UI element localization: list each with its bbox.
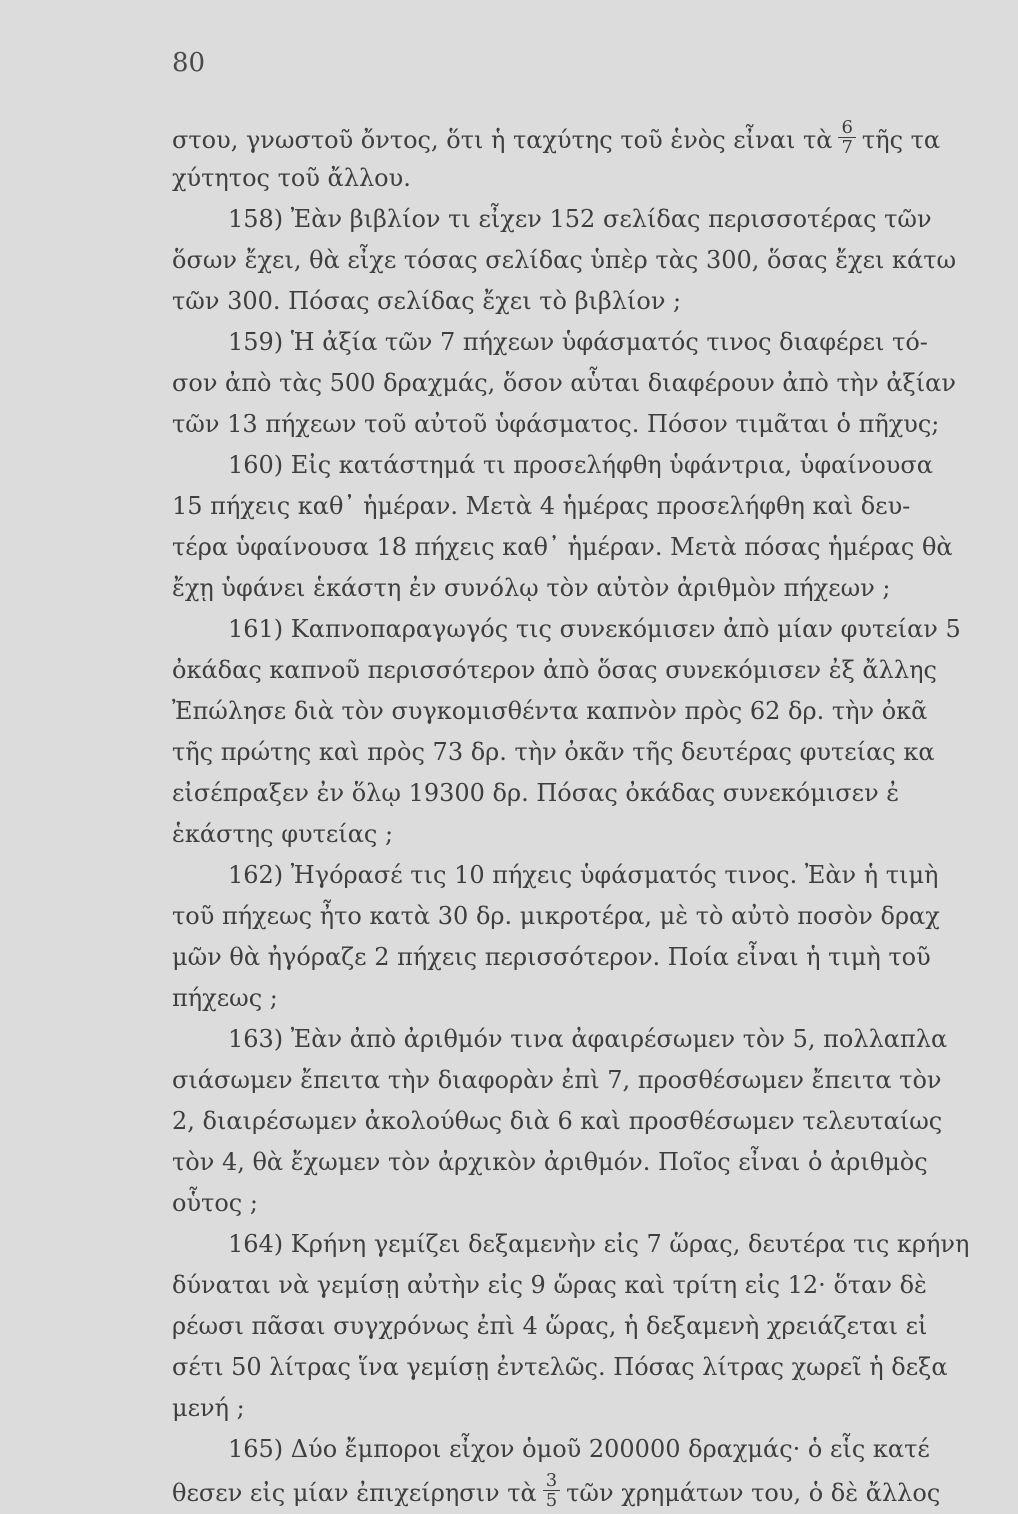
fraction-numerator: 6 <box>841 117 853 138</box>
text-line: χύτητος τοῦ ἄλλου. <box>172 164 411 192</box>
text-line: ὅσων ἔχει, θὰ εἶχε τόσας σελίδας ὑπὲρ τὰς 300, ὅσας ἔχει κάτω <box>172 246 957 274</box>
text-line <box>172 117 1018 161</box>
text-span: θεσεν εἰς μίαν ἐπιχείρησιν τὰ <box>172 1479 537 1507</box>
text-line: τέρα ὑφαίνουσα 18 πήχεις καθ᾽ ἡμέραν. Μετὰ πόσας ἡμέρας θὰ <box>172 533 953 561</box>
text-line: μενή ; <box>172 1394 245 1422</box>
text-line <box>172 1470 1018 1511</box>
fraction-denominator: 7 <box>838 137 855 157</box>
text-line: τοῦ πήχεως ἦτο κατὰ 30 δρ. μικροτέρα, μὲ τὸ αὐτὸ ποσὸν δραχ <box>172 902 940 930</box>
text-line: τῆς πρώτης καὶ πρὸς 73 δρ. τὴν ὀκᾶν τῆς δευτέρας φυτείας κα <box>172 738 935 766</box>
text-line: σον ἀπὸ τὰς 500 δραχμάς, ὅσον αὗται διαφέρουν ἀπὸ τὴν ἀξίαν <box>172 369 956 397</box>
problem-160-line: 160) Εἰς κατάστημά τι προσελήφθη ὑφάντρια, ὑφαίνουσα <box>228 451 933 479</box>
fraction-denominator: 5 <box>543 1490 560 1510</box>
text-line: εἰσέπραξεν ἐν ὅλῳ 19300 δρ. Πόσας ὀκάδας συνεκόμισεν ἐ <box>172 779 900 807</box>
text-line: τῶν 300. Πόσας σελίδας ἔχει τὸ βιβλίον ; <box>172 287 682 315</box>
text-line: τῶν 13 πήχεων τοῦ αὐτοῦ ὑφάσματος. Πόσον τιμᾶται ὁ πῆχυς; <box>172 410 940 438</box>
text-line: σέτι 50 λίτρας ἵνα γεμίσῃ ἐντελῶς. Πόσας λίτρας χωρεῖ ἡ δεξα <box>172 1353 948 1381</box>
text-line: ρέωσι πᾶσαι συγχρόνως ἐπὶ 4 ὥρας, ἡ δεξαμενὴ χρειάζεται εἰ <box>172 1312 928 1340</box>
problem-163-line: 163) Ἐὰν ἀπὸ ἀριθμόν τινα ἀφαιρέσωμεν τὸν 5, πολλαπλα <box>228 1025 948 1053</box>
text-line: ἔχῃ ὑφάνει ἑκάστη ἐν συνόλῳ τὸν αὐτὸν ἀριθμὸν πήχεων ; <box>172 574 891 602</box>
text-line: πήχεως ; <box>172 984 278 1012</box>
problem-158-line: 158) Ἐὰν βιβλίον τι εἶχεν 152 σελίδας περισσοτέρας τῶν <box>228 205 932 233</box>
text-line: μῶν θὰ ἠγόραζε 2 πήχεις περισσότερον. Ποία εἶναι ἡ τιμὴ τοῦ <box>172 943 931 971</box>
text-line: δύναται νὰ γεμίσῃ αὐτὴν εἰς 9 ὥρας καὶ τρίτη εἰς 12· ὅταν δὲ <box>172 1271 927 1299</box>
fraction <box>543 1471 560 1510</box>
problem-159-line: 159) Ἡ ἀξία τῶν 7 πήχεων ὑφάσματός τινος διαφέρει τό- <box>228 328 928 356</box>
text-span: τῆς τα <box>861 126 941 154</box>
fraction <box>838 118 855 157</box>
problem-161-line: 161) Καπνοπαραγωγός τις συνεκόμισεν ἀπὸ μίαν φυτείαν 5 <box>228 615 961 643</box>
text-line: σιάσωμεν ἔπειτα τὴν διαφορὰν ἐπὶ 7, προσθέσωμεν ἔπειτα τὸν <box>172 1066 942 1094</box>
text-line: ὀκάδας καπνοῦ περισσότερον ἀπὸ ὅσας συνεκόμισεν ἐξ ἄλλης <box>172 656 937 684</box>
problem-164-line: 164) Κρήνη γεμίζει δεξαμενὴν εἰς 7 ὥρας, δευτέρα τις κρήνη <box>228 1230 970 1258</box>
text-line: 15 πήχεις καθ᾽ ἡμέραν. Μετὰ 4 ἡμέρας προσελήφθη καὶ δευ- <box>172 492 911 520</box>
problem-162-line: 162) Ἠγόρασέ τις 10 πήχεις ὑφάσματός τινος. Ἐὰν ἡ τιμὴ <box>228 861 939 889</box>
text-line: τὸν 4, θὰ ἔχωμεν τὸν ἀρχικὸν ἀριθμόν. Ποῖος εἶναι ὁ ἀριθμὸς <box>172 1148 928 1176</box>
text-line: ἑκάστης φυτείας ; <box>172 820 394 848</box>
text-line: 2, διαιρέσωμεν ἀκολούθως διὰ 6 καὶ προσθέσωμεν τελευταίως <box>172 1107 943 1135</box>
text-span: στου, γνωστοῦ ὄντος, ὅτι ἡ ταχύτης τοῦ ἑνὸς εἶναι τὰ <box>172 126 833 154</box>
problem-165-line: 165) Δύο ἔμποροι εἶχον ὁμοῦ 200000 δραχμάς· ὁ εἷς κατέ <box>228 1435 930 1463</box>
text-line: Ἐπώλησε διὰ τὸν συγκομισθέντα καπνὸν πρὸς 62 δρ. τὴν ὀκᾶ <box>172 697 928 725</box>
page-number: 80 <box>172 48 206 78</box>
text-line: οὗτος ; <box>172 1189 258 1217</box>
fraction-numerator: 3 <box>545 1470 558 1491</box>
text-span: τῶν χρημάτων του, ὁ δὲ ἄλλος <box>566 1479 941 1507</box>
